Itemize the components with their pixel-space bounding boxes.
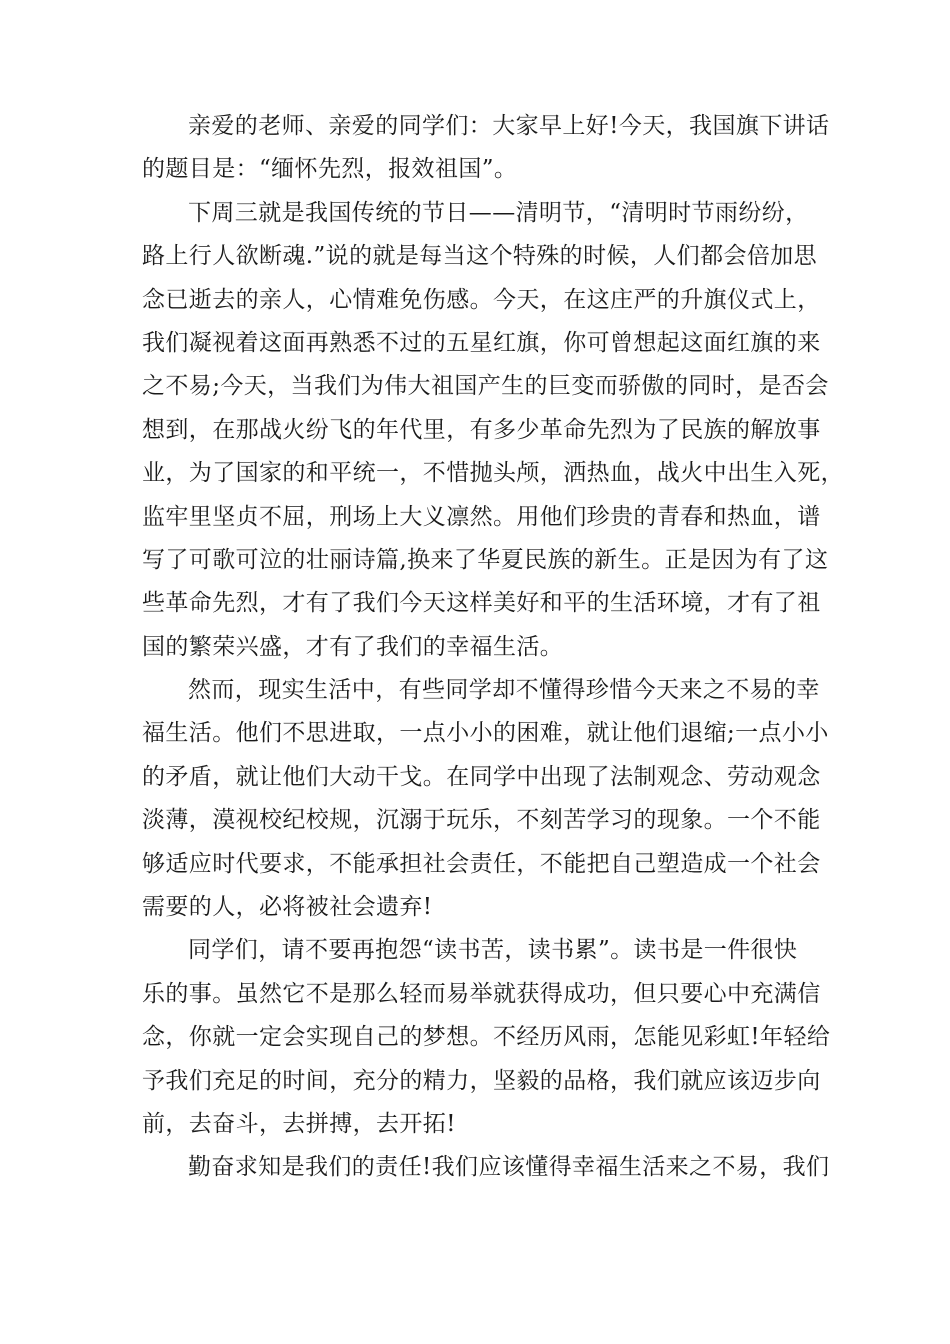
text-line: 福生活。他们不思进取，一点小小的困难，就让他们退缩;一点小小 (142, 720, 829, 747)
text-line: 国的繁荣兴盛，才有了我们的幸福生活。 (142, 633, 564, 660)
text-line: 需要的人，必将被社会遗弃! (142, 894, 433, 921)
text-line: 我们凝视着这面再熟悉不过的五星红旗，你可曾想起这面红旗的来 (142, 329, 821, 356)
text-line: 同学们，请不要再抱怨“读书苦，读书累”。读书是一件很快 (188, 937, 798, 964)
text-line: 亲爱的老师、亲爱的同学们：大家早上好!今天，我国旗下讲话 (188, 113, 830, 139)
text-line: 想到，在那战火纷飞的年代里，有多少革命先烈为了民族的解放事 (142, 416, 821, 443)
text-line: 业，为了国家的和平统一，不惜抛头颅，洒热血，战火中出生入死， (142, 460, 844, 487)
text-line: 的题目是：“缅怀先烈，报效祖国”。 (142, 156, 518, 183)
text-line: 念已逝去的亲人，心情难免伤感。今天，在这庄严的升旗仪式上， (142, 286, 821, 313)
text-line: 些革命先烈，才有了我们今天这样美好和平的生活环境，才有了祖 (142, 590, 821, 617)
text-line: 监牢里坚贞不屈，刑场上大义凛然。用他们珍贵的青春和热血，谱 (142, 503, 821, 530)
text-line: 下周三就是我国传统的节日——清明节，“清明时节雨纷纷， (188, 199, 809, 226)
text-line: 勤奋求知是我们的责任!我们应该懂得幸福生活来之不易，我们 (188, 1154, 830, 1181)
text-line: 之不易;今天，当我们为伟大祖国产生的巨变而骄傲的同时，是否会 (142, 373, 829, 400)
text-line: 前，去奋斗，去拼搏，去开拓! (142, 1110, 456, 1137)
text-line: 念，你就一定会实现自己的梦想。不经历风雨，怎能见彩虹!年轻给 (142, 1024, 831, 1051)
text-line: 乐的事。虽然它不是那么轻而易举就获得成功，但只要心中充满信 (142, 980, 821, 1007)
text-line: 写了可歌可泣的壮丽诗篇,换来了华夏民族的新生。正是因为有了这 (142, 546, 829, 573)
text-line: 路上行人欲断魂.”说的就是每当这个特殊的时候，人们都会倍加思 (142, 243, 818, 270)
text-line: 淡薄，漠视校纪校规，沉溺于玩乐，不刻苦学习的现象。一个不能 (142, 807, 821, 834)
text-line: 然而，现实生活中，有些同学却不懂得珍惜今天来之不易的幸 (188, 677, 820, 704)
text-line: 予我们充足的时间，充分的精力，坚毅的品格，我们就应该迈步向 (142, 1067, 821, 1094)
text-line: 够适应时代要求，不能承担社会责任，不能把自己塑造成一个社会 (142, 850, 821, 877)
speech-body-text (142, 105, 844, 1190)
text-line: 的矛盾，就让他们大动干戈。在同学中出现了法制观念、劳动观念 (142, 763, 821, 790)
